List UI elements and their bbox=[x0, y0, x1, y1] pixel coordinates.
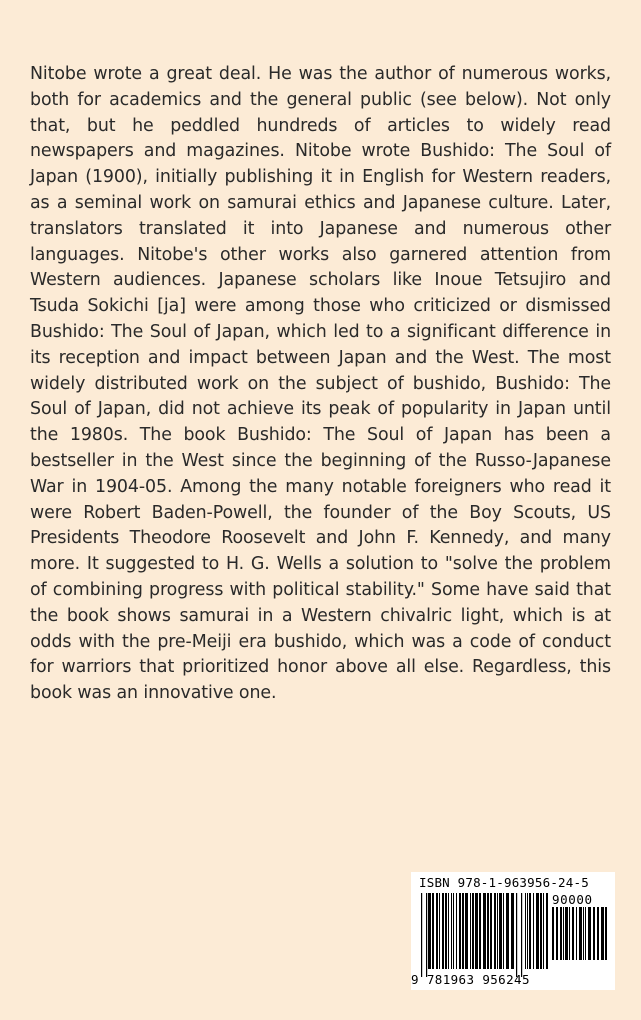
book-description: Nitobe wrote a great deal. He was the author of numerous works, both for academics and the general public (see below). Not only that, but he peddled hundreds of articles to widely read newspapers and magazines. Nitobe wrote Bushido: The Soul of Japan (1900), initially publishing it in English for Western readers, as a seminal work on samurai ethics and Japanese culture. Later, translators translated it into Japanese and numerous other languages. Nitobe's other works also garnered attention from Western audiences. Japanese scholars like Inoue Tetsujiro and Tsuda Sokichi [ja] were among those who criticized or dismissed Bushido: The Soul of Japan, which led to a significant difference in its reception and impact between Japan and the West. The most widely distributed work on the subject of bushido, Bushido: The Soul of Japan, did not achieve its peak of popularity in Japan until the 1980s. The book Bushido: The Soul of Japan has been a bestseller in the West since the beginning of the Russo-Japanese War in 1904-05. Among the many notable foreigners who read it were Robert Baden-Powell, the founder of the Boy Scouts, US Presidents Theodore Roosevelt and John F. Kennedy, and many more. It suggested to H. G. Wells a solution to "solve the problem of combining progress with political stability." Some have said that the book shows samurai in a Western chivalric light, which is at odds with the pre-Meiji era bushido, which was a code of conduct for warriors that prioritized honor above all else. Regardless, this book was an innovative one. bbox=[30, 64, 611, 704]
ean-digits: 9 781963 956245 bbox=[411, 972, 530, 987]
barcode-bar bbox=[448, 893, 449, 969]
barcode-bar bbox=[470, 893, 471, 969]
barcode-bar bbox=[593, 907, 595, 960]
barcode-bar bbox=[436, 893, 438, 969]
barcode-bar bbox=[453, 893, 454, 969]
barcode-bar bbox=[487, 893, 489, 969]
barcode-bar bbox=[588, 907, 591, 960]
barcode-bar bbox=[499, 893, 502, 969]
barcode-guard-bar bbox=[421, 893, 422, 977]
barcode-bar bbox=[472, 893, 474, 969]
price-code: 90000 bbox=[552, 892, 593, 907]
barcode-bar bbox=[533, 893, 534, 969]
barcode-bar bbox=[563, 907, 564, 960]
barcode-bar bbox=[572, 907, 574, 960]
barcode-bar bbox=[546, 893, 548, 969]
barcode-guard-bar bbox=[516, 893, 517, 977]
barcode-bar bbox=[442, 893, 444, 969]
barcode-bar bbox=[511, 893, 514, 969]
barcode-bar bbox=[439, 893, 440, 969]
barcode-bar bbox=[503, 893, 504, 969]
barcode-bar bbox=[483, 893, 486, 969]
barcode-bar bbox=[552, 907, 554, 960]
barcode-bar bbox=[506, 893, 509, 969]
barcode-bar bbox=[432, 893, 434, 969]
barcode-bar bbox=[601, 907, 604, 960]
barcode-bar bbox=[605, 907, 607, 960]
barcode-bar bbox=[576, 907, 577, 960]
barcode-bar bbox=[529, 893, 531, 969]
barcode-bar bbox=[490, 893, 492, 969]
barcode-bar bbox=[527, 893, 528, 969]
barcode-bar bbox=[475, 893, 478, 969]
barcode-bar bbox=[479, 893, 481, 969]
barcode-bar bbox=[556, 907, 558, 960]
ean-barcode-bars bbox=[419, 893, 551, 977]
isbn-label: ISBN 978-1-963956-24-5 bbox=[419, 875, 589, 890]
isbn-barcode-box bbox=[411, 872, 615, 990]
barcode-guard-bar bbox=[521, 893, 522, 977]
barcode-bar bbox=[585, 907, 586, 960]
barcode-bar bbox=[494, 893, 496, 969]
barcode-bar bbox=[459, 893, 461, 969]
barcode-guard-bar bbox=[426, 893, 427, 977]
barcode-bar bbox=[579, 907, 582, 960]
price-addon-barcode-bars bbox=[550, 907, 612, 968]
barcode-bar bbox=[565, 907, 568, 960]
barcode-bar bbox=[462, 893, 464, 969]
barcode-bar bbox=[428, 893, 431, 969]
barcode-bar bbox=[583, 907, 584, 960]
barcode-bar bbox=[465, 893, 468, 969]
barcode-bar bbox=[560, 907, 562, 960]
barcode-bar bbox=[456, 893, 457, 969]
barcode-bar bbox=[543, 893, 544, 969]
barcode-bar bbox=[525, 893, 526, 969]
barcode-bar bbox=[569, 907, 570, 960]
barcode-bar bbox=[597, 907, 599, 960]
barcode-bar bbox=[497, 893, 498, 969]
barcode-bar bbox=[540, 893, 542, 969]
barcode-bar bbox=[451, 893, 452, 969]
barcode-bar bbox=[445, 893, 447, 969]
barcode-bar bbox=[536, 893, 539, 969]
